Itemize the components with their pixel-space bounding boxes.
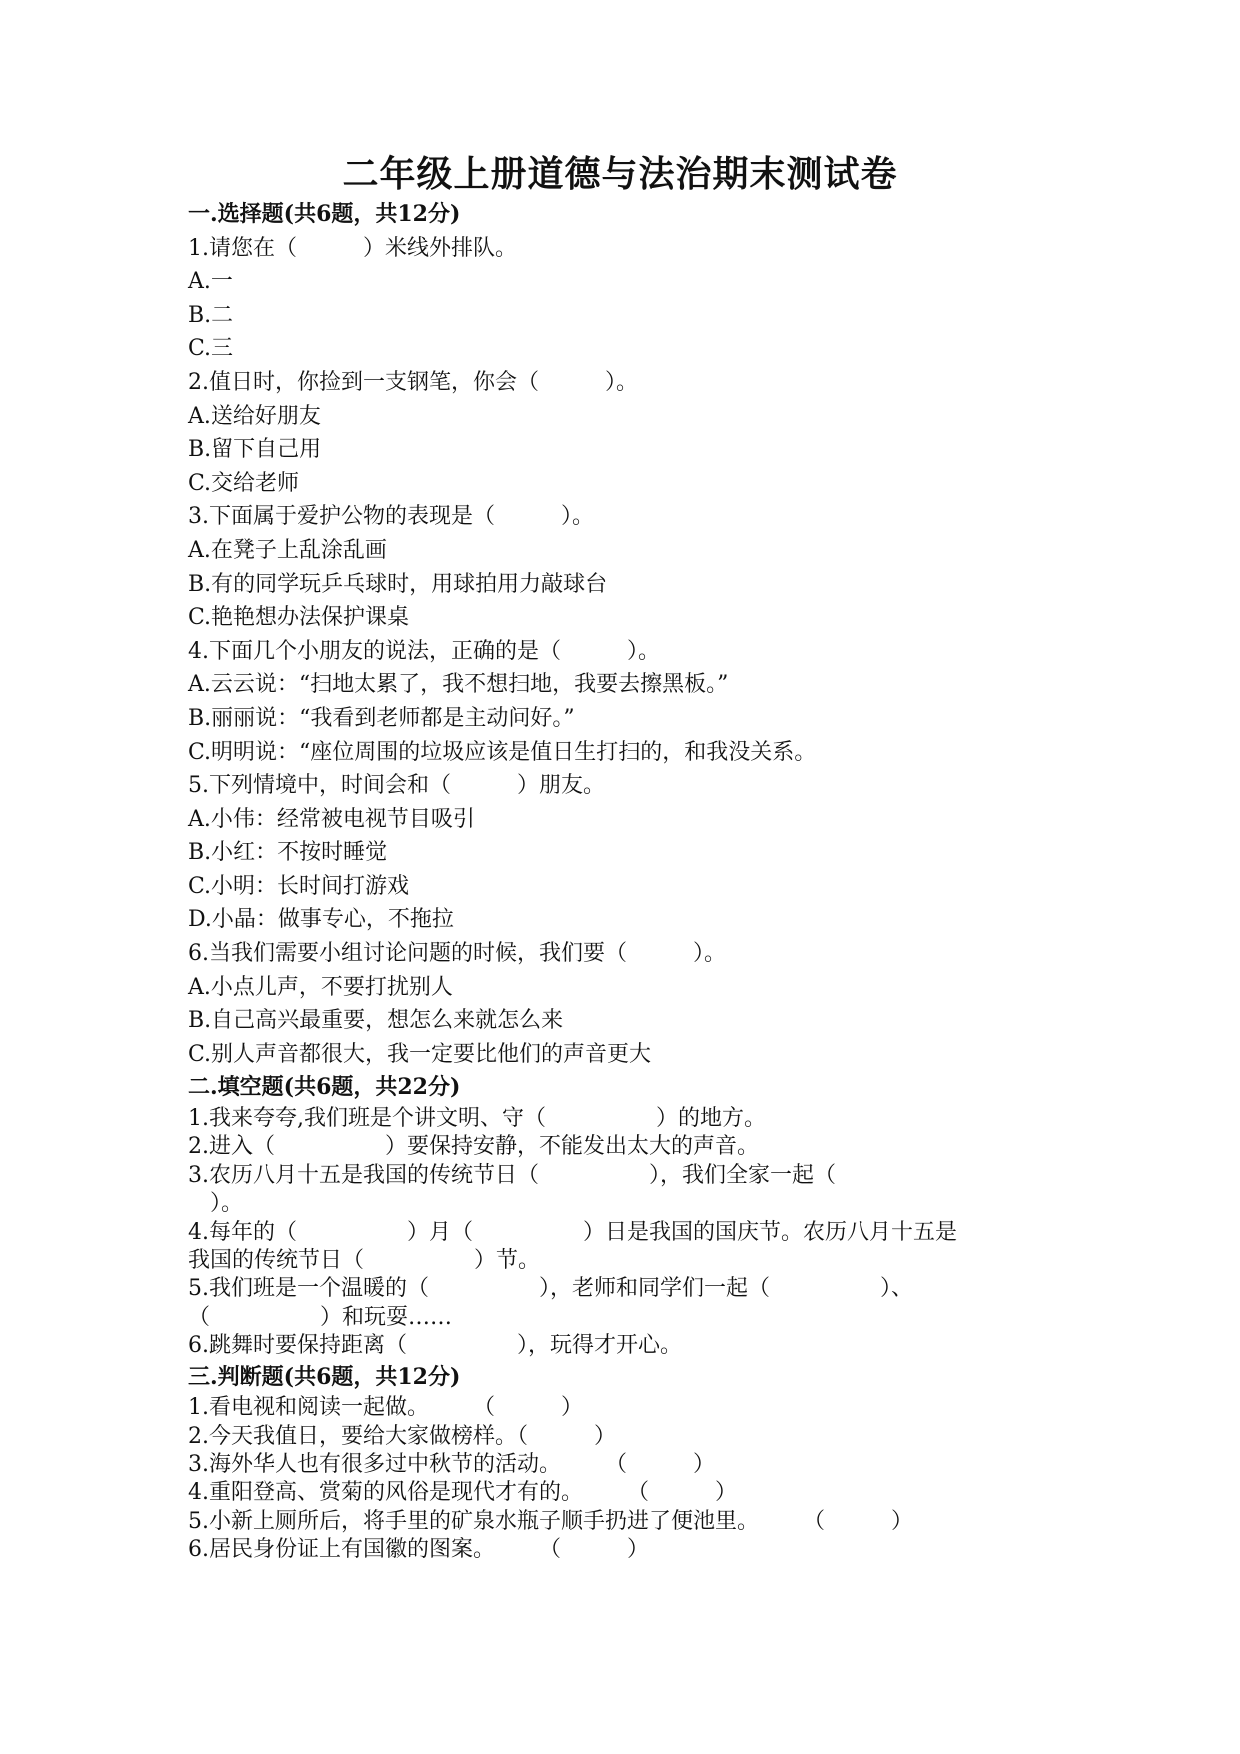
question-line: 5.下列情境中，时间会和（ ）朋友。 (188, 773, 605, 799)
option-line: B.自己高兴最重要，想怎么来就怎么来 (188, 1008, 564, 1034)
option-line: C.三 (188, 336, 234, 362)
option-line: A.小点儿声，不要打扰别人 (188, 974, 453, 1000)
section-heading-fill: 二.填空题(共6题，共22分) (188, 1074, 461, 1101)
question-line: 3.下面属于爱护公物的表现是（ ）。 (188, 504, 594, 530)
option-line: B.小红：不按时睡觉 (188, 840, 388, 866)
option-line: B.丽丽说：“我看到老师都是主动问好。” (188, 705, 575, 731)
question-line: 1.请您在（ ）米线外排队。 (188, 235, 517, 261)
option-line: A.在凳子上乱涂乱画 (188, 537, 387, 563)
question-line: 4.每年的（ ）月（ ）日是我国的国庆节。农历八月十五是 (188, 1219, 957, 1245)
question-line: 2.值日时，你捡到一支钢笔，你会（ ）。 (188, 369, 638, 395)
option-line: A.小伟：经常被电视节目吸引 (188, 806, 475, 832)
question-line: 1.看电视和阅读一起做。 （ ） (188, 1395, 583, 1421)
option-line: B.有的同学玩乒乓球时，用球拍用力敲球台 (188, 571, 608, 597)
option-line: A.送给好朋友 (188, 403, 321, 429)
question-line-continued: （ ）和玩耍…… (188, 1304, 453, 1330)
option-line: D.小晶：做事专心，不拖拉 (188, 907, 454, 933)
question-line: 4.下面几个小朋友的说法，正确的是（ ）。 (188, 638, 660, 664)
question-line: 2.今天我值日，要给大家做榜样。（ ） (188, 1423, 616, 1449)
option-line: C.小明：长时间打游戏 (188, 873, 410, 899)
question-line: 6.居民身份证上有国徽的图案。 （ ） (188, 1537, 649, 1563)
question-line: 5.我们班是一个温暖的（ ），老师和同学们一起（ ）、 (188, 1276, 913, 1302)
option-line: C.艳艳想办法保护课桌 (188, 605, 410, 631)
option-line: B.留下自己用 (188, 437, 322, 463)
question-line: 5.小新上厕所后，将手里的矿泉水瓶子顺手扔进了便池里。 （ ） (188, 1508, 913, 1534)
question-line: 3.海外华人也有很多过中秋节的活动。 （ ） (188, 1451, 715, 1477)
option-line: C.明明说：“座位周围的垃圾应该是值日生打扫的，和我没关系。 (188, 739, 817, 765)
page-title: 二年级上册道德与法治期末测试卷 (342, 153, 898, 195)
question-line: 3.农历八月十五是我国的传统节日（ ），我们全家一起（ (188, 1162, 836, 1188)
option-line: B.二 (188, 302, 234, 328)
option-line: C.别人声音都很大，我一定要比他们的声音更大 (188, 1041, 652, 1067)
question-line: 6.当我们需要小组讨论问题的时候，我们要（ ）。 (188, 941, 726, 967)
question-line: 6.跳舞时要保持距离（ ），玩得才开心。 (188, 1333, 682, 1359)
option-line: A.一 (188, 269, 233, 295)
question-line: 4.重阳登高、赏菊的风俗是现代才有的。 （ ） (188, 1480, 737, 1506)
question-line: 2.进入（ ）要保持安静，不能发出太大的声音。 (188, 1134, 759, 1160)
section-heading-judge: 三.判断题(共6题，共12分) (188, 1363, 461, 1390)
option-line: C.交给老师 (188, 470, 300, 496)
question-line-continued: 我国的传统节日（ ）节。 (188, 1247, 541, 1273)
exam-content (188, 198, 1068, 1564)
question-line: 1.我来夸夸,我们班是个讲文明、守（ ）的地方。 (188, 1106, 766, 1132)
option-line: A.云云说：“扫地太累了，我不想扫地，我要去擦黑板。” (188, 672, 729, 698)
section-heading-choice: 一.选择题(共6题，共12分) (188, 201, 461, 227)
question-line-continued: ）。 (188, 1191, 244, 1217)
